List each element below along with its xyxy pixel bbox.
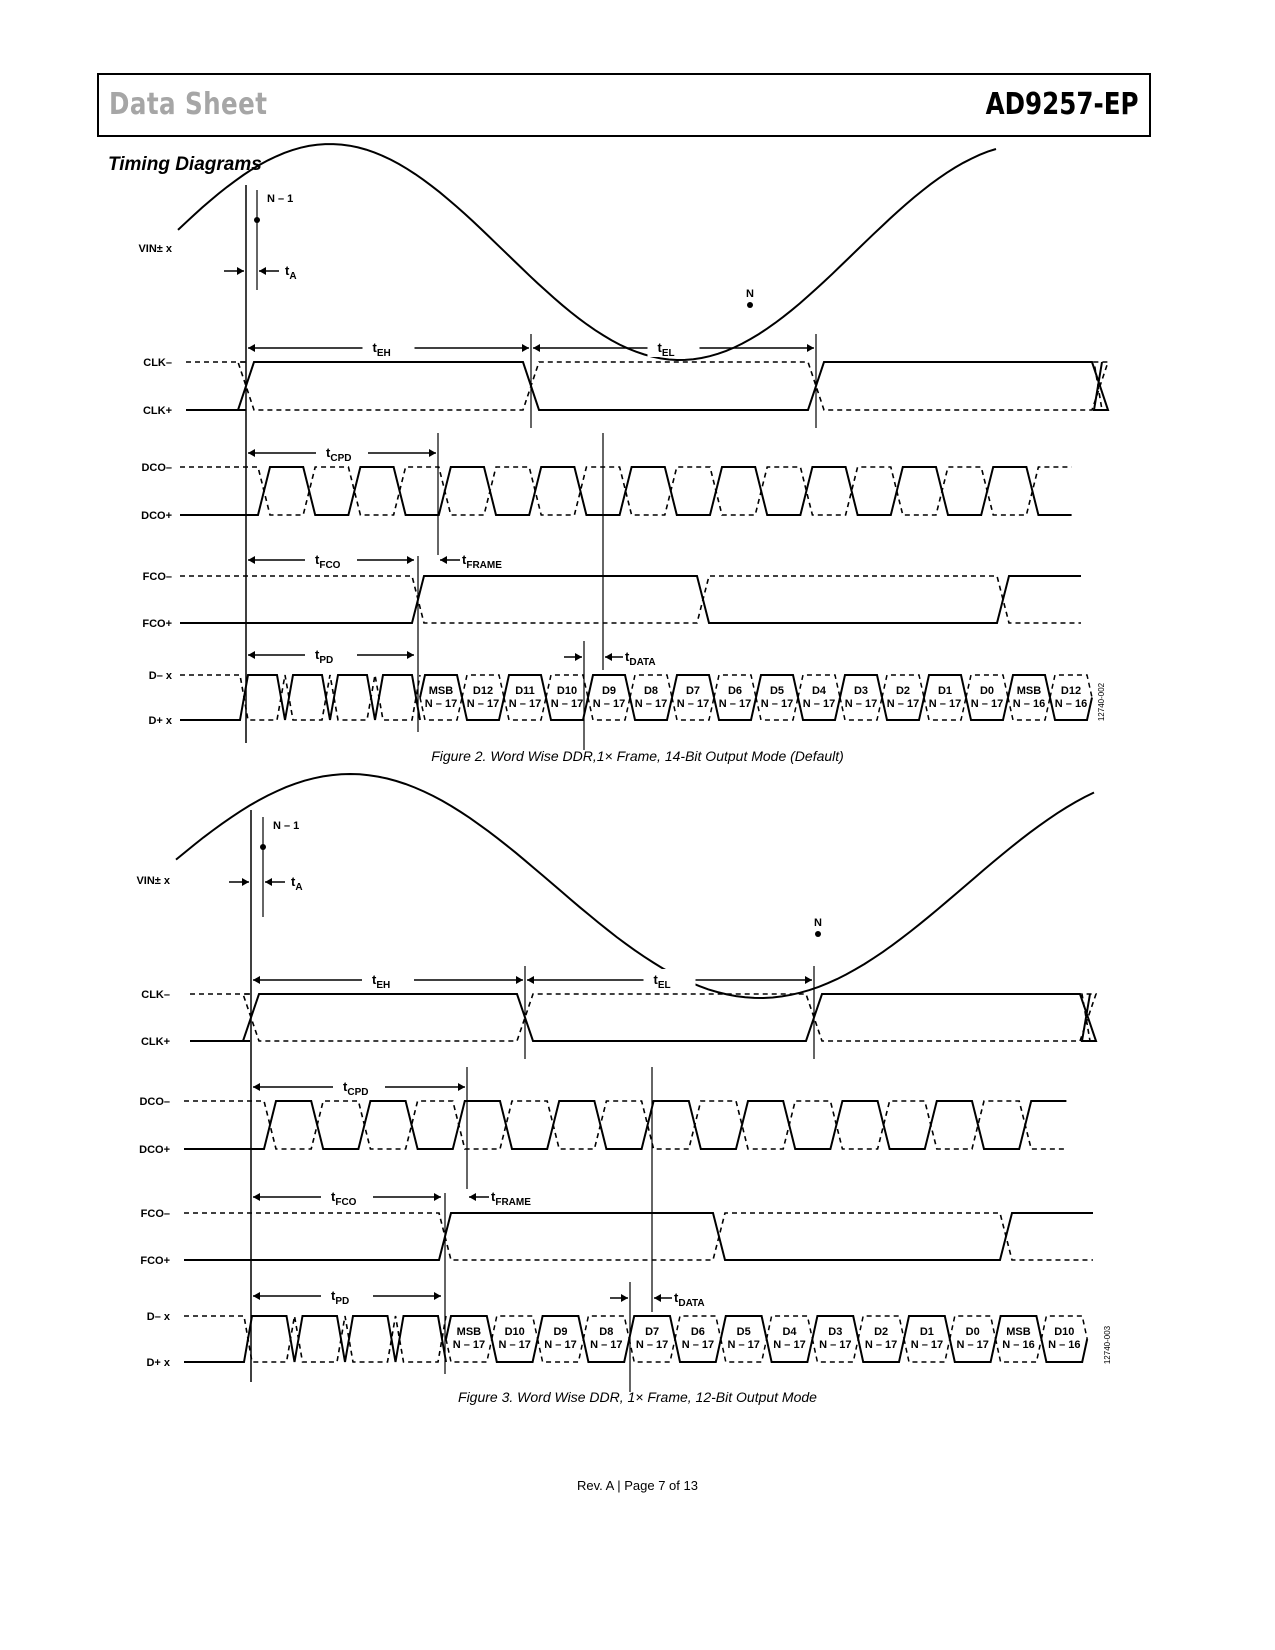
- teh-arrow-right: [516, 976, 523, 984]
- data-cell-sample-label: N – 17: [760, 698, 794, 710]
- vin-waveform: [178, 144, 996, 360]
- tpd-arrow-left: [253, 1292, 260, 1300]
- teh-arrow-right: [522, 344, 529, 352]
- dco-plus-waveform: [184, 1101, 1066, 1149]
- tframe-label: [462, 552, 502, 571]
- tdata-label-sub: DATA: [629, 657, 656, 668]
- vin-label: VIN± x: [136, 875, 170, 887]
- tel-arrow-right: [805, 976, 812, 984]
- tfco-label-t: t: [331, 1189, 336, 1204]
- data-cell-bit-label: D8: [599, 1326, 614, 1338]
- tcpd-arrow-left: [253, 1083, 260, 1091]
- tcpd-label-sub: CPD: [347, 1087, 369, 1098]
- clk-minus-waveform: [243, 994, 1096, 1041]
- d-plus-label: D+ x: [146, 1357, 170, 1369]
- data-cell-bit-label: D3: [828, 1326, 843, 1338]
- tfco-label-sub: FCO: [319, 560, 341, 571]
- sample-point-n: [815, 931, 821, 937]
- tdata-arrow-left-head: [621, 1294, 628, 1302]
- data-cell-bit-label: D10: [1054, 1326, 1075, 1338]
- data-cell-sample-label: N – 17: [452, 1339, 486, 1351]
- section-title: Timing Diagrams: [108, 154, 262, 175]
- data-cell-sample-label: N – 17: [910, 1339, 944, 1351]
- sample-label-n-minus-1: N – 1: [267, 193, 294, 205]
- d-minus-pre-waveform: [180, 675, 420, 720]
- tframe-label-t: t: [491, 1189, 496, 1204]
- page-header: [97, 73, 1151, 137]
- tpd-label-t: t: [315, 647, 320, 662]
- tfco-arrow-right: [407, 556, 414, 564]
- sample-label-n: N: [814, 917, 822, 929]
- tframe-label-sub: FRAME: [466, 560, 502, 571]
- clk-plus-waveform: [243, 994, 1096, 1041]
- tfco-arrow-left: [248, 556, 255, 564]
- teh-label-sub: EH: [376, 348, 391, 359]
- fco-minus-waveform: [180, 576, 1081, 623]
- figure-2-caption: Figure 2. Word Wise DDR,1× Frame, 14-Bit Output Mode (Default): [431, 748, 844, 764]
- tdata-arrow-right-head: [605, 653, 612, 661]
- ta-arrow-right-head: [259, 267, 266, 275]
- sample-label-n: N: [746, 288, 754, 300]
- data-cell-bit-label: D2: [874, 1326, 889, 1338]
- ta-label-t: t: [291, 874, 296, 889]
- clk-minus-label: CLK–: [143, 357, 172, 369]
- data-cell-sample-label: N – 16: [1012, 698, 1046, 710]
- tcpd-arrow-right: [429, 449, 436, 457]
- fco-plus-label: FCO+: [142, 618, 172, 630]
- data-cell-sample-label: N – 17: [802, 698, 836, 710]
- figure-code: 12740-002: [1097, 682, 1106, 722]
- ta-label-sub: A: [295, 882, 303, 893]
- data-cell-sample-label: N – 17: [498, 1339, 531, 1351]
- teh-label-t: t: [372, 340, 377, 355]
- data-cell-bit-label: MSB: [428, 685, 454, 697]
- fco-plus-waveform: [184, 1213, 1093, 1260]
- data-cell-sample-label: N – 16: [1054, 698, 1088, 710]
- teh-label-t: t: [372, 972, 377, 987]
- data-cell-bit-label: D7: [685, 685, 701, 697]
- teh-arrow-left: [253, 976, 260, 984]
- fco-plus-waveform: [180, 576, 1081, 623]
- tel-arrow-right: [807, 344, 814, 352]
- dco-minus-label: DCO–: [141, 462, 172, 474]
- header-left-title: Data Sheet: [109, 87, 268, 122]
- data-cell-bit-label: D1: [919, 1326, 934, 1338]
- d-plus-label: D+ x: [148, 715, 172, 727]
- clk-minus-label: CLK–: [141, 989, 170, 1001]
- header-part-number: AD9257-EP: [986, 87, 1139, 122]
- timing-diagram-figure-3: [0, 810, 1275, 1390]
- data-cell-sample-label: N – 17: [727, 1339, 760, 1351]
- dco-minus-label: DCO–: [139, 1096, 170, 1108]
- data-cell-bit-label: D4: [811, 685, 827, 697]
- data-cell-sample-label: N – 17: [681, 1339, 715, 1351]
- tdata-arrow-left-head: [575, 653, 582, 661]
- tcpd-label-sub: CPD: [330, 453, 352, 464]
- data-cell-sample-label: N – 17: [773, 1339, 806, 1351]
- data-cell-bit-label: D2: [895, 685, 911, 697]
- tpd-label-sub: PD: [319, 655, 334, 666]
- page-footer: Rev. A | Page 7 of 13: [577, 1478, 698, 1493]
- fco-plus-label: FCO+: [140, 1255, 170, 1267]
- tfco-label-sub: FCO: [335, 1197, 357, 1208]
- tel-label-t: t: [653, 972, 658, 987]
- dco-plus-label: DCO+: [141, 510, 172, 522]
- clk-plus-label: CLK+: [142, 405, 172, 417]
- teh-arrow-left: [248, 344, 255, 352]
- data-cell-bit-label: MSB: [1006, 1326, 1031, 1338]
- data-cell-bit-label: D9: [553, 1326, 568, 1338]
- data-cell-bit-label: D5: [769, 685, 785, 697]
- ta-label: [285, 263, 297, 282]
- data-cell-bit-label: D8: [643, 685, 659, 697]
- data-cell-bit-label: D11: [515, 685, 535, 697]
- d-minus-label: D– x: [146, 1311, 170, 1323]
- sample-point-n: [747, 302, 753, 308]
- data-cell-bit-label: D0: [979, 685, 995, 697]
- data-cell-bit-label: D3: [853, 685, 869, 697]
- data-cell-bit-label: D9: [601, 685, 617, 697]
- data-cell-sample-label: N – 17: [886, 698, 920, 710]
- tel-label-t: t: [657, 340, 662, 355]
- data-cell-bit-label: D1: [937, 685, 953, 697]
- data-cell-bit-label: MSB: [456, 1326, 482, 1338]
- tel-arrow-left: [527, 976, 534, 984]
- figure-3-caption: Figure 3. Word Wise DDR, 1× Frame, 12-Bit Output Mode: [458, 1389, 817, 1405]
- tfco-arrow-right: [434, 1193, 441, 1201]
- vin-label: VIN± x: [138, 243, 172, 255]
- data-cell-bit-label: D0: [965, 1326, 980, 1338]
- tdata-label: [625, 649, 656, 668]
- tdata-label-t: t: [625, 649, 630, 664]
- data-cell-sample-label: N – 17: [544, 1339, 577, 1351]
- tel-label-sub: EL: [657, 980, 671, 991]
- data-cell-sample-label: N – 17: [550, 698, 584, 710]
- tcpd-label-t: t: [343, 1079, 348, 1094]
- ta-arrow-right-head: [265, 878, 272, 886]
- tframe-label-t: t: [462, 552, 467, 567]
- ta-label: [291, 874, 303, 893]
- teh-label-sub: EH: [376, 980, 391, 991]
- data-cell-sample-label: N – 16: [1002, 1339, 1035, 1351]
- d-minus-label: D– x: [148, 670, 172, 682]
- data-cell-sample-label: N – 17: [844, 698, 878, 710]
- data-cell-bit-label: D5: [736, 1326, 751, 1338]
- data-cell-bit-label: D4: [782, 1326, 797, 1338]
- sample-label-n-minus-1: N – 1: [273, 820, 300, 832]
- d-plus-pre-waveform: [184, 1316, 446, 1362]
- data-cell-sample-label: N – 17: [634, 698, 668, 710]
- tdata-label-sub: DATA: [678, 1298, 705, 1309]
- tpd-arrow-right: [407, 651, 414, 659]
- tdata-arrow-right-head: [654, 1294, 661, 1302]
- data-cell-bit-label: D10: [556, 685, 578, 697]
- tcpd-arrow-left: [248, 449, 255, 457]
- tpd-arrow-right: [434, 1292, 441, 1300]
- ta-arrow-left-head: [242, 878, 249, 886]
- d-plus-pre-waveform: [180, 675, 420, 720]
- d-minus-pre-waveform: [184, 1316, 446, 1362]
- tel-label-sub: EL: [661, 348, 675, 359]
- data-cell-bit-label: D6: [690, 1326, 705, 1338]
- clk-plus-label: CLK+: [140, 1036, 170, 1048]
- tcpd-arrow-right: [458, 1083, 465, 1091]
- tdata-label-t: t: [674, 1290, 679, 1305]
- data-cell-bit-label: D7: [645, 1326, 660, 1338]
- timing-diagram-figure-2: [0, 180, 1275, 760]
- data-cell-sample-label: N – 17: [424, 698, 458, 710]
- tel-arrow-left: [533, 344, 540, 352]
- tpd-label-sub: PD: [335, 1296, 350, 1307]
- tcpd-label-t: t: [326, 445, 331, 460]
- data-cell-sample-label: N – 17: [635, 1339, 669, 1351]
- tpd-arrow-left: [248, 651, 255, 659]
- data-cell-sample-label: N – 17: [592, 698, 626, 710]
- data-cell-bit-label: D12: [1060, 685, 1082, 697]
- tframe-label-sub: FRAME: [495, 1197, 531, 1208]
- figure-code: 12740-003: [1103, 1325, 1112, 1365]
- data-cell-sample-label: N – 17: [590, 1339, 623, 1351]
- data-cell-bit-label: D10: [504, 1326, 525, 1338]
- vin-waveform: [176, 774, 1094, 998]
- tfco-label-t: t: [315, 552, 320, 567]
- data-cell-sample-label: N – 17: [956, 1339, 989, 1351]
- data-cell-sample-label: N – 17: [970, 698, 1004, 710]
- clk-minus-waveform: [238, 362, 1108, 410]
- clk-plus-waveform: [238, 362, 1108, 410]
- data-cell-sample-label: N – 17: [466, 698, 500, 710]
- data-cell-sample-label: N – 17: [864, 1339, 898, 1351]
- data-cell-bit-label: D6: [727, 685, 743, 697]
- dco-plus-label: DCO+: [139, 1144, 170, 1156]
- data-cell-sample-label: N – 16: [1048, 1339, 1081, 1351]
- data-cell-sample-label: N – 17: [928, 698, 962, 710]
- data-cell-sample-label: N – 17: [718, 698, 752, 710]
- data-cell-bit-label: D12: [472, 685, 494, 697]
- tpd-label-t: t: [331, 1288, 336, 1303]
- tframe-label: [491, 1189, 531, 1208]
- fco-minus-label: FCO–: [140, 1208, 170, 1220]
- tdata-label: [674, 1290, 705, 1309]
- tfco-arrow-left: [253, 1193, 260, 1201]
- ta-label-t: t: [285, 263, 290, 278]
- fco-minus-label: FCO–: [142, 571, 172, 583]
- data-cell-sample-label: N – 17: [819, 1339, 852, 1351]
- ta-label-sub: A: [289, 271, 297, 282]
- fco-minus-waveform: [184, 1213, 1093, 1260]
- data-cell-sample-label: N – 17: [508, 698, 542, 710]
- data-cell-sample-label: N – 17: [676, 698, 710, 710]
- ta-arrow-left-head: [237, 267, 244, 275]
- data-cell-bit-label: MSB: [1016, 685, 1042, 697]
